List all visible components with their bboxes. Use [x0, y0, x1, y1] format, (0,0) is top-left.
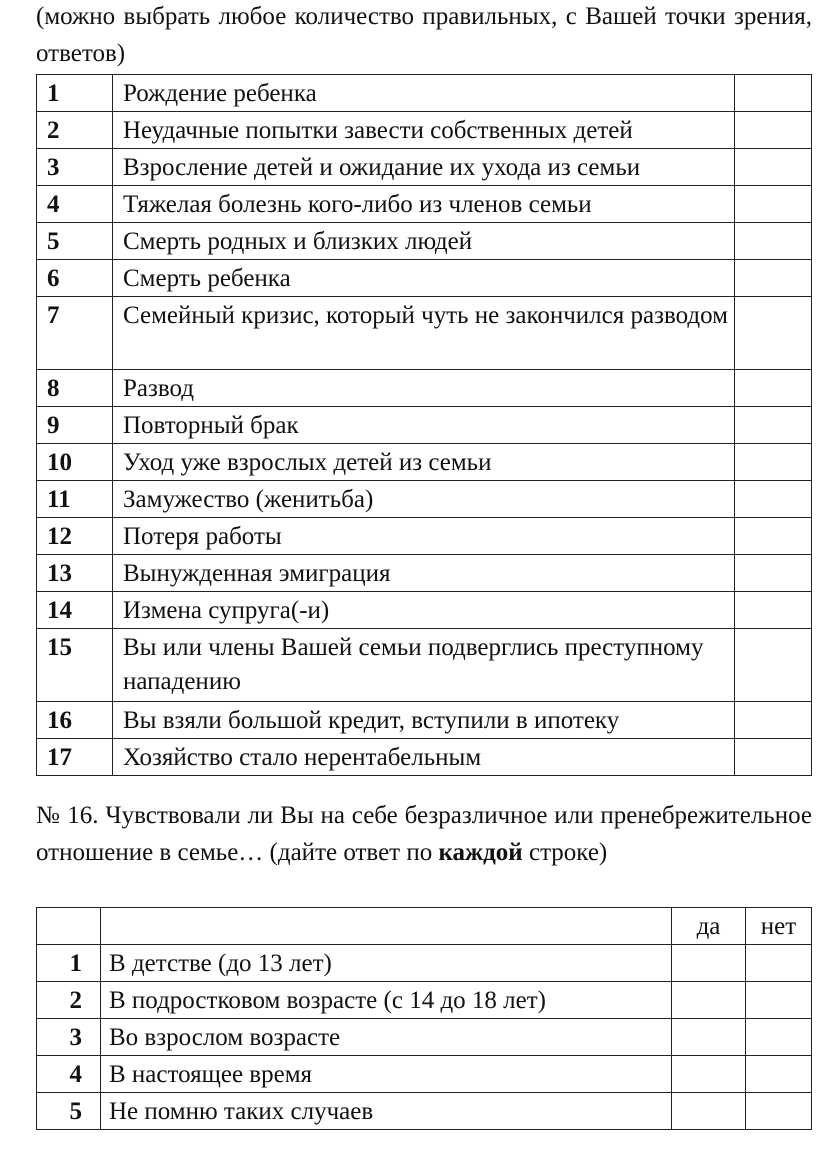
row-text: Развод — [113, 370, 735, 407]
table-row — [37, 629, 812, 702]
table-row — [37, 518, 812, 555]
row-text: В детстве (до 13 лет) — [101, 945, 672, 982]
question-16-tail: строке) — [522, 839, 608, 866]
row-text: Хозяйство стало нерентабельным — [113, 739, 735, 776]
column-header-yes: да — [672, 908, 746, 945]
table-row — [37, 149, 812, 186]
row-text: Вы или члены Вашей семьи подверглись преступному нападению — [113, 629, 735, 702]
row-number: 15 — [37, 629, 113, 702]
answer-cell[interactable] — [735, 702, 812, 739]
yes-cell[interactable] — [672, 945, 746, 982]
answer-cell[interactable] — [735, 370, 812, 407]
row-number: 8 — [37, 370, 113, 407]
table-row — [37, 260, 812, 297]
row-number: 7 — [37, 297, 113, 370]
table-row — [37, 223, 812, 260]
row-number: 6 — [37, 260, 113, 297]
answer-cell[interactable] — [735, 186, 812, 223]
row-text: Взросление детей и ожидание их ухода из семьи — [113, 149, 735, 186]
row-number: 14 — [37, 592, 113, 629]
table-row — [37, 1019, 812, 1056]
row-text: Не помню таких случаев — [101, 1093, 672, 1130]
table-row — [37, 75, 812, 112]
yes-cell[interactable] — [672, 1093, 746, 1130]
events-table — [36, 74, 812, 776]
answer-cell[interactable] — [735, 149, 812, 186]
answer-cell[interactable] — [735, 518, 812, 555]
intro-paragraph: (можно выбрать любое количество правильных, с Вашей точки зрения, ответов) — [36, 3, 812, 67]
row-number: 4 — [37, 1056, 101, 1093]
no-cell[interactable] — [746, 945, 812, 982]
answer-cell[interactable] — [735, 75, 812, 112]
header-blank-text — [101, 908, 672, 945]
row-number: 11 — [37, 481, 113, 518]
table-row — [37, 592, 812, 629]
row-number: 2 — [37, 982, 101, 1019]
answer-cell[interactable] — [735, 260, 812, 297]
yes-cell[interactable] — [672, 1019, 746, 1056]
question-16-paragraph — [36, 797, 812, 871]
row-text: Уход уже взрослых детей из семьи — [113, 444, 735, 481]
row-text: Во взрослом возрасте — [101, 1019, 672, 1056]
row-text: Измена супруга(-и) — [113, 592, 735, 629]
row-number: 16 — [37, 702, 113, 739]
table-row — [37, 186, 812, 223]
answer-table — [36, 907, 812, 1130]
no-cell[interactable] — [746, 982, 812, 1019]
row-text: Замужество (женитьба) — [113, 481, 735, 518]
row-number: 1 — [37, 75, 113, 112]
table-row — [37, 112, 812, 149]
table-row — [37, 739, 812, 776]
row-number: 3 — [37, 1019, 101, 1056]
table-header-row — [37, 908, 812, 945]
question-16-bold-word: каждой — [438, 839, 523, 866]
yes-cell[interactable] — [672, 1056, 746, 1093]
table-row — [37, 1093, 812, 1130]
row-text: Тяжелая болезнь кого-либо из членов семьи — [113, 186, 735, 223]
row-text: Смерть родных и близких людей — [113, 223, 735, 260]
column-header-no: нет — [746, 908, 812, 945]
answer-cell[interactable] — [735, 297, 812, 370]
row-number: 4 — [37, 186, 113, 223]
header-blank-number — [37, 908, 101, 945]
row-text: Рождение ребенка — [113, 75, 735, 112]
row-number: 3 — [37, 149, 113, 186]
answer-cell[interactable] — [735, 555, 812, 592]
row-number: 1 — [37, 945, 101, 982]
row-number: 9 — [37, 407, 113, 444]
row-number: 5 — [37, 223, 113, 260]
row-number: 12 — [37, 518, 113, 555]
no-cell[interactable] — [746, 1056, 812, 1093]
answer-cell[interactable] — [735, 407, 812, 444]
row-text: Смерть ребенка — [113, 260, 735, 297]
table-row — [37, 982, 812, 1019]
no-cell[interactable] — [746, 1019, 812, 1056]
table-row — [37, 702, 812, 739]
table-row — [37, 407, 812, 444]
row-text: Потеря работы — [113, 518, 735, 555]
answer-cell[interactable] — [735, 481, 812, 518]
row-text: Повторный брак — [113, 407, 735, 444]
no-cell[interactable] — [746, 1093, 812, 1130]
answer-cell[interactable] — [735, 112, 812, 149]
table-row — [37, 297, 812, 370]
row-number: 13 — [37, 555, 113, 592]
answer-cell[interactable] — [735, 629, 812, 702]
row-number: 2 — [37, 112, 113, 149]
answer-cell[interactable] — [735, 223, 812, 260]
table-row — [37, 1056, 812, 1093]
table-row — [37, 370, 812, 407]
answer-cell[interactable] — [735, 739, 812, 776]
row-text: Семейный кризис, который чуть не закончился разводом — [113, 297, 735, 370]
answer-cell[interactable] — [735, 444, 812, 481]
answer-cell[interactable] — [735, 592, 812, 629]
row-text: Вы взяли большой кредит, вступили в ипотеку — [113, 702, 735, 739]
row-number: 17 — [37, 739, 113, 776]
row-number: 10 — [37, 444, 113, 481]
table-row — [37, 945, 812, 982]
row-text: В настоящее время — [101, 1056, 672, 1093]
table-row — [37, 481, 812, 518]
table-row — [37, 444, 812, 481]
table-row — [37, 555, 812, 592]
row-text: Вынужденная эмиграция — [113, 555, 735, 592]
row-text: В подростковом возрасте (с 14 до 18 лет) — [101, 982, 672, 1019]
question-16-text: № 16. Чувствовали ли Вы на себе безразличное или пренебрежительное отношение в семье… (дайте ответ по — [36, 802, 812, 866]
row-text: Неудачные попытки завести собственных детей — [113, 112, 735, 149]
row-number: 5 — [37, 1093, 101, 1130]
yes-cell[interactable] — [672, 982, 746, 1019]
